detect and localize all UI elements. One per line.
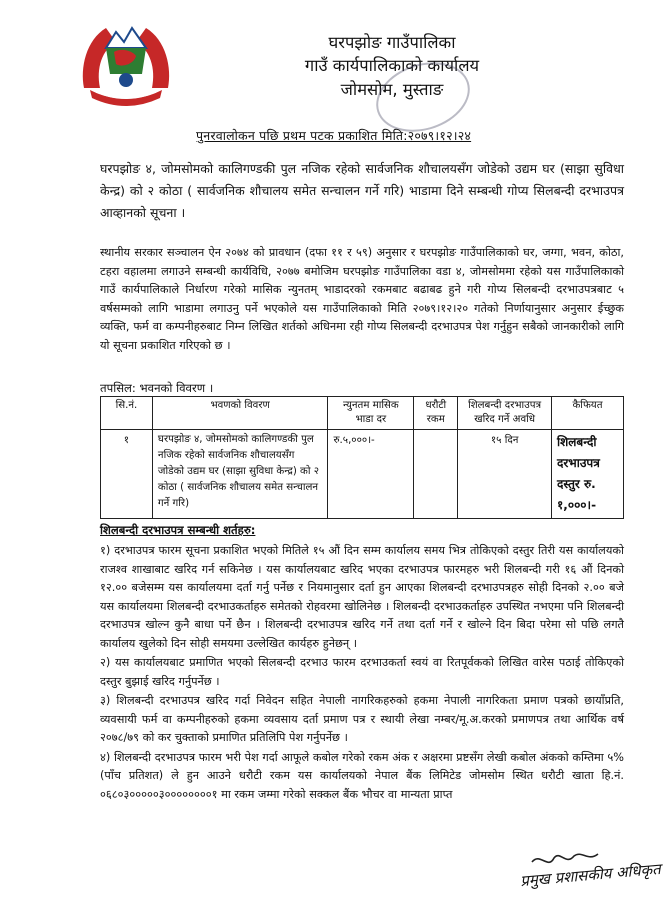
- intro-paragraph: स्थानीय सरकार सञ्चालन ऐन २०७४ को प्रावधान (दफा ११ र ५९) अनुसार र घरपझोङ गाउँपालिकाको घर, जग्गा, भवन, कोठा, टहरा वहालमा लगाउने सम्बन्धी कार्यविधि, २०७७ बमोजिम घरपझोङ गाउँपालिका वडा ४, जोमसोममा रहेको यस गाउँपालिकाको गाउँ कार्यपालिकाले निर्धारण गरेको मासिक न्युनतम् भाडादरको रकमबाट बढाबढ हुने गरी गोप्य सिलबन्दी दरभाउपत्रबाट ५ वर्षसम्मको लागि भाडामा लगाउनु पर्ने भएकोले यस गाउँपालिकाको मिति २०७९।१२।२० गतेको निर्णायानुसार अनुसार ईच्छुक व्यक्ति, फर्म वा कम्पनीहरुबाट निम्न लिखित शर्तको अधिनमा रही गोप्य सिलबन्दी दरभाउपत्र पेश गर्नुहुन सबैको जानकारीको लागि यो सूचना प्रकाशित गरिएको छ ।: [100, 246, 624, 352]
- details-subheading: तपसिल: भवनको विवरण ।: [100, 381, 214, 395]
- col-header-rent: न्युनतम मासिक भाडा दर: [328, 397, 414, 430]
- signatory-title: प्रमुख प्रशासकीय अधिकृत: [519, 859, 662, 891]
- term-item: १) दरभाउपत्र फारम सूचना प्रकाशित भएको मितिले १५ औं दिन सम्म कार्यालय समय भित्र तोकिएको दस्तुर तिरी यस कार्यालयको राजश्व शाखाबाट खरिद गर्न सकिनेछ । यस कार्यालयबाट खरिद भएका दरभाउपत्र फारमहरु भरी शिलबन्दी गरी १६ औं दिनको १२.०० बजेसम्म यस कार्यालयमा दर्ता गर्नु पर्नेछ र नियमानुसार दर्ता हुन आएका शिलबन्दी दरभाउपत्रहरु सोही दिनको २.०० बजे यस कार्यालयमा शिलबन्दी दरभाउकर्ताहरु समेतको रोहवरमा खोलिनेछ । शिलबन्दी दरभाउकर्ताहरु उपस्थित नभएमा पनि शिलबन्दी दरभाउपत्र खोल्न कुनै बाधा पर्ने छैन । शिलबन्दी दरभाउपत्र खरिद गर्ने तथा दर्ता गर्ने र खोल्ने दिन बिदा परेमा सो पछि लगतै कार्यालय खुलेको दिन सोही समयमा उल्लेखित कार्यहरु हुनेछन् ।: [100, 544, 624, 650]
- term-item: ३) शिलबन्दी दरभाउपत्र खरिद गर्दा निवेदन सहित नेपाली नागरिकहरुको हकमा नेपाली नागरिकता प्रमाण पत्रको छायाँप्रति, व्यवसायी फर्म वा कम्पनीहरुको हकमा व्यवसाय दर्ता प्रमाण पत्र र स्थायी लेखा नम्बर/मू.अ.करको प्रमाणपत्र तथा आर्थिक वर्ष २०७८/७९ को कर चुक्ताको प्रमाणित प्रतिलिपि पेश गर्नुपर्नेछ ।: [100, 694, 624, 744]
- office-address: जोमसोम, मुस्ताङ: [340, 80, 444, 99]
- building-details-table: [100, 396, 624, 519]
- terms-list: [100, 542, 624, 805]
- terms-heading: शिलबन्दी दरभाउपत्र सम्बन्धी शर्तहरु:: [100, 523, 256, 537]
- publication-date-line: पुनरवालोकन पछि प्रथम पटक प्रकाशित मिति:२०७९।१२।२४: [196, 128, 472, 143]
- col-header-description: भवणको विवरण: [152, 397, 328, 430]
- cell-deposit: [414, 430, 458, 519]
- term-item: २) यस कार्यालयबाट प्रमाणित भएको सिलबन्दी दरभाउ फारम दरभाउकर्ता स्वयं वा रितपूर्वकको लिखित वारेस पठाई तोकिएको दस्तुर बुझाई खरिद गर्नुपर्नेछ ।: [100, 656, 624, 688]
- cell-remarks: शिलबन्दी दरभाउपत्र दस्तुर रु. १,०००।-: [552, 430, 624, 519]
- cell-period: १५ दिन: [458, 430, 552, 519]
- cell-sn: १: [101, 430, 153, 519]
- office-name: गाउँ कार्यपालिकाको कार्यालय: [304, 56, 480, 75]
- term-item: ४) शिलबन्दी दरभाउपत्र फारम भरी पेश गर्दा आफूले कबोल गरेको रकम अंक र अक्षरमा प्रष्टसँग लेखी कबोल अंकको कम्तिमा ५% (पाँच प्रतिशत) ले हुन आउने धरौटी रकम यस कार्यालयको नेपाल बैंक लिमिटेड जोमसोम स्थित धरौटी खाता हि.नं. ०६८०३०००००३००००००००१ मा रकम जम्मा गरेको सक्कल बैंक भौचर वा मान्यता प्राप्त: [100, 750, 624, 801]
- cell-rent: रु.५,०००।-: [328, 430, 414, 519]
- municipality-name: घरपझोङ गाउँपालिका: [328, 33, 456, 52]
- col-header-period: शिलबन्दी दरभाउपत्र खरिद गर्ने अवधि: [458, 397, 552, 430]
- col-header-deposit: धरौटी रकम: [414, 397, 458, 430]
- cell-description: घरपझोङ ४, जोमसोमको कालिगण्डकी पुल नजिक रहेको सार्वजनिक शौचालयसँग जोडेको उद्यम घर (साझा सुविधा केन्द्र) को २ कोठा ( सार्वजनिक शौचालय समेत सन्चालन गर्ने गरि): [152, 430, 328, 519]
- col-header-sn: सि.नं.: [101, 397, 153, 430]
- table-row: [101, 430, 624, 519]
- col-header-remarks: कैफियत: [552, 397, 624, 430]
- notice-title: घरपझोङ ४, जोमसोमको कालिगण्डकी पुल नजिक रहेको सार्वजनिक शौचालयसँग जोडेको उद्यम घर (साझा सुविधा केन्द्र) को २ कोठा ( सार्वजनिक शौचालय समेत सन्चालन गर्ने गरि) भाडामा दिने सम्बन्धी गोप्य सिलबन्दी दरभाउपत्र आव्हानको सूचना ।: [100, 161, 624, 220]
- table-header-row: [101, 397, 624, 430]
